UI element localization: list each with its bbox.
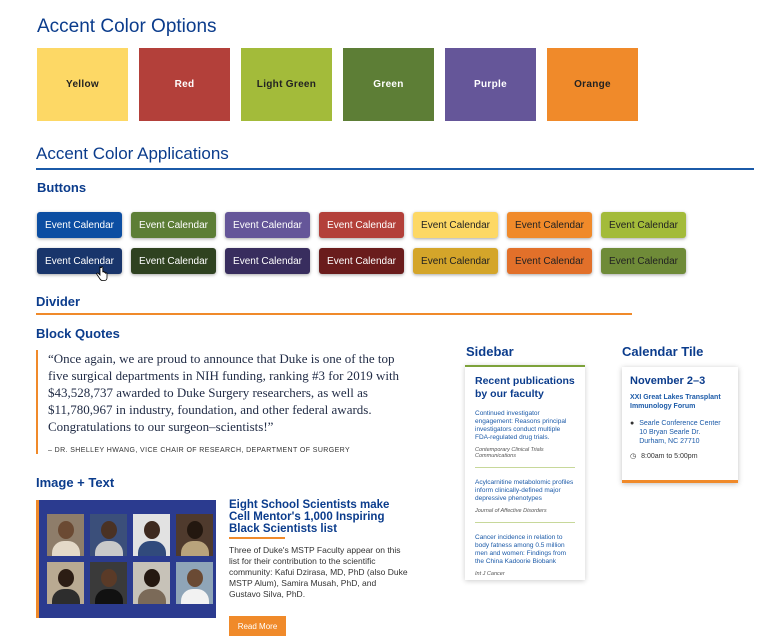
sidebar-heading: Sidebar xyxy=(466,344,514,359)
hand-cursor-icon xyxy=(96,266,108,282)
event-calendar-button-green-hover[interactable]: Event Calendar xyxy=(131,248,216,274)
event-calendar-button-orange[interactable]: Event Calendar xyxy=(507,212,592,238)
button-row-hover xyxy=(37,248,686,274)
quote-citation: – DR. SHELLEY HWANG, VICE CHAIR OF RESEARCH, DEPARTMENT OF SURGERY xyxy=(48,447,351,454)
swatch-light-green xyxy=(241,48,332,121)
sidebar-box-title: Recent publications by our faculty xyxy=(475,375,575,400)
sidebar-publication-item xyxy=(475,407,575,468)
portrait-tile xyxy=(47,562,84,604)
divider-heading: Divider xyxy=(36,294,81,309)
publication-source: Journal of Affective Disorders xyxy=(475,508,547,514)
event-calendar-button-red-hover[interactable]: Event Calendar xyxy=(319,248,404,274)
image-text-heading: Image + Text xyxy=(36,475,115,490)
publication-source: Int J Cancer xyxy=(475,571,505,577)
swatch-red xyxy=(139,48,230,121)
clock-icon: ◷ xyxy=(630,453,637,460)
event-time-text: 8:00am to 5:00pm xyxy=(641,453,698,460)
portrait-tile xyxy=(176,562,213,604)
event-calendar-button-blue[interactable]: Event Calendar xyxy=(37,212,122,238)
buttons-heading: Buttons xyxy=(37,180,87,195)
portrait-tile xyxy=(90,514,127,556)
swatch-yellow xyxy=(37,48,128,121)
event-time xyxy=(630,452,730,461)
swatch-purple xyxy=(445,48,536,121)
accent-options-title: Accent Color Options xyxy=(37,16,217,37)
portrait-tile xyxy=(133,514,170,556)
publication-link[interactable]: Continued investigator engagement: Reasons principal investigators conduct multiple FDA-regulated drug trials. xyxy=(475,410,567,441)
publication-link[interactable]: Acylcarnitine metabolomic profiles inform clinically-defined major depressive phenotypes xyxy=(475,479,574,502)
event-date: November 2–3 xyxy=(630,375,706,387)
swatch-green xyxy=(343,48,434,121)
event-calendar-button-yellow[interactable]: Event Calendar xyxy=(413,212,498,238)
publication-link[interactable]: Cancer incidence in relation to body fatness among 0.5 million men and women: Findings from the China Kadoorie Biobank xyxy=(475,534,567,565)
event-calendar-button-orange-hover[interactable]: Event Calendar xyxy=(507,248,592,274)
publication-source: Contemporary Clinical Trials Communications xyxy=(475,447,544,459)
image-text-title: Eight School Scientists make Cell Mentor's 1,000 Inspiring Black Scientists list xyxy=(229,499,390,535)
event-calendar-button-light-green-hover[interactable]: Event Calendar xyxy=(601,248,686,274)
scientists-collage-image xyxy=(36,500,216,618)
portrait-tile xyxy=(176,514,213,556)
calendar-tile[interactable] xyxy=(622,367,738,483)
event-title-link[interactable]: XXI Great Lakes Transplant Immunology Forum xyxy=(630,394,721,410)
block-quotes-heading: Block Quotes xyxy=(36,326,120,341)
title-underline xyxy=(229,537,285,539)
portrait-tile xyxy=(47,514,84,556)
button-row-default xyxy=(37,212,686,238)
swatch-label: Red xyxy=(174,79,195,90)
map-pin-icon: ● xyxy=(630,420,635,427)
swatch-label: Light Green xyxy=(256,79,317,90)
block-quote xyxy=(36,350,406,454)
sidebar-publication-item xyxy=(475,476,575,523)
quote-text: “Once again, we are proud to announce that Duke is one of the top five surgical departments in NIH funding, ranking #3 for 2019 with $43,528,737 awarded to Duke Surgery researchers, as well as $11,780,967 in industry, foundation, and other federal awards. Congratulations to our surgeon–scientists!” xyxy=(48,351,400,434)
sidebar-publication-item xyxy=(475,531,575,585)
location-line: Searle Conference Center xyxy=(639,420,721,427)
swatch-label: Green xyxy=(373,79,404,90)
section-divider xyxy=(36,168,754,170)
location-line: 10 Bryan Searle Dr. xyxy=(639,429,701,436)
event-calendar-button-yellow-hover[interactable]: Event Calendar xyxy=(413,248,498,274)
swatch-row xyxy=(37,48,638,121)
sidebar-box xyxy=(465,365,585,580)
event-calendar-button-green[interactable]: Event Calendar xyxy=(131,212,216,238)
swatch-orange xyxy=(547,48,638,121)
event-location xyxy=(630,419,730,446)
event-calendar-button-light-green[interactable]: Event Calendar xyxy=(601,212,686,238)
event-calendar-button-purple[interactable]: Event Calendar xyxy=(225,212,310,238)
location-line: Durham, NC 27710 xyxy=(639,438,700,445)
event-calendar-button-purple-hover[interactable]: Event Calendar xyxy=(225,248,310,274)
swatch-label: Yellow xyxy=(66,79,99,90)
portrait-tile xyxy=(133,562,170,604)
orange-divider xyxy=(36,313,632,315)
read-more-button[interactable]: Read More xyxy=(229,616,286,636)
event-calendar-button-blue-hover[interactable]: Event Calendar xyxy=(37,248,122,274)
image-text-body: Three of Duke's MSTP Faculty appear on this list for their contribution to the scientific community: Kafui Dzirasa, MD, PhD (also Duke MSTP Alum), Samira Musah, PhD, and Gustavo Silva, PhD. xyxy=(229,545,408,599)
swatch-label: Purple xyxy=(474,79,507,90)
applications-title: Accent Color Applications xyxy=(36,144,229,163)
calendar-tile-heading: Calendar Tile xyxy=(622,344,704,359)
swatch-label: Orange xyxy=(574,79,611,90)
portrait-tile xyxy=(90,562,127,604)
event-calendar-button-red[interactable]: Event Calendar xyxy=(319,212,404,238)
